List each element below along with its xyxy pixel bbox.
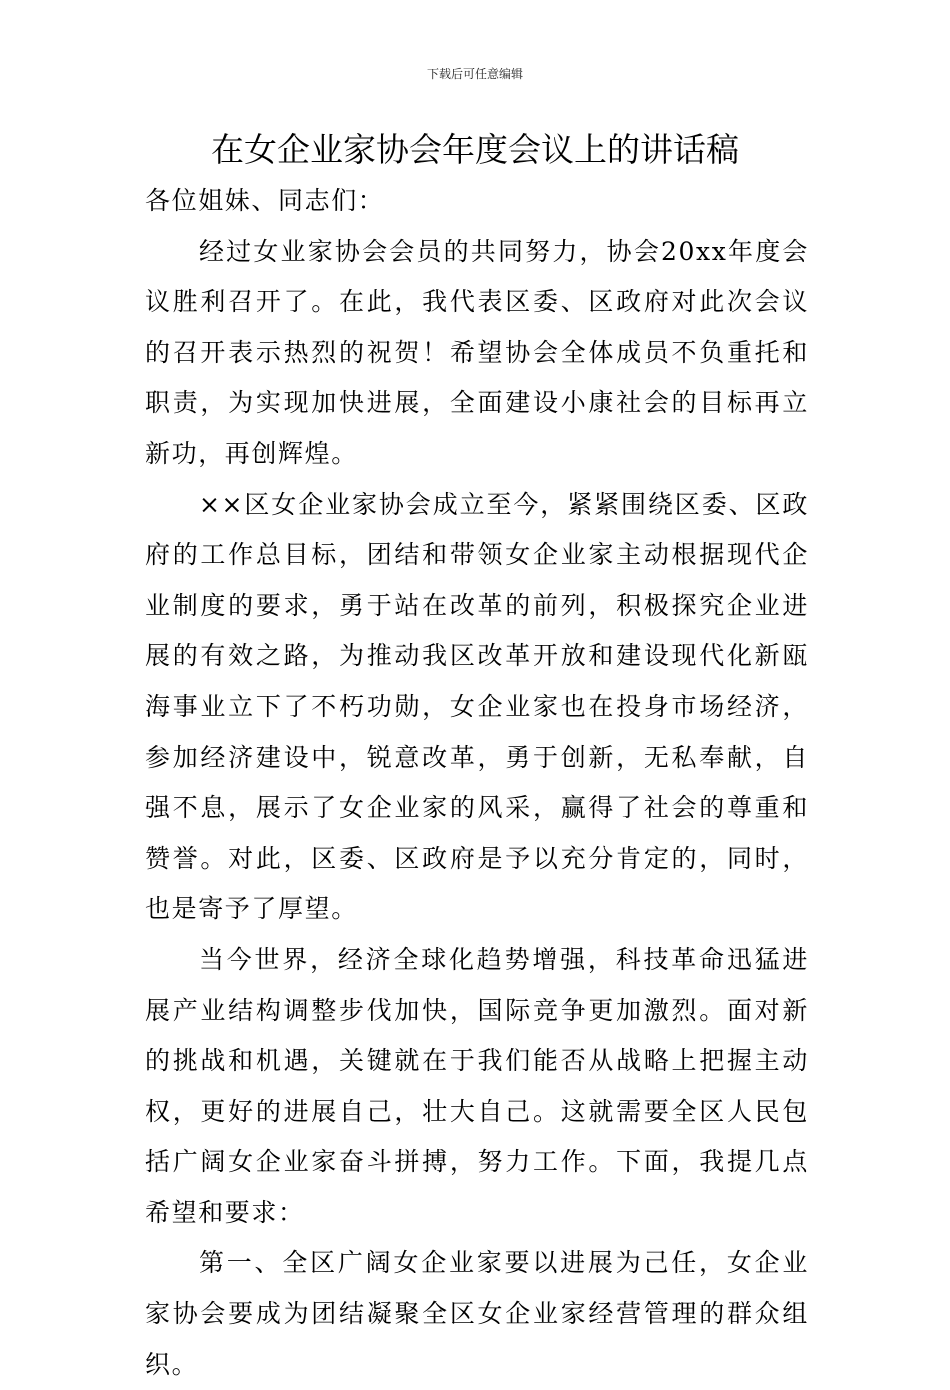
paragraph-1: 经过女业家协会会员的共同努力，协会20xx年度会议胜利召开了。在此，我代表区委、区政府对此次会议的召开表示热烈的祝贺！希望协会全体成员不负重托和职责，为实现加快进展，全面建设小康社会的目标再立新功，再创辉煌。 [145,236,809,468]
header-note: 下载后可任意编辑 [426,67,523,81]
salutation: 各位姐妹、同志们： [145,186,385,215]
paragraph-2: ××区女企业家协会成立至今，紧紧围绕区委、区政府的工作总目标，团结和带领女企业家主动根据现代企业制度的要求，勇于站在改革的前列，积极探究企业进展的有效之路，为推动我区改革开放和建设现代化新瓯海事业立下了不朽功勋，女企业家也在投身市场经济，参加经济建设中，锐意改革，勇于创新，无私奉献，自强不息，展示了女企业家的风采，赢得了社会的尊重和赞誉。对此，区委、区政府是予以充分肯定的，同时，也是寄予了厚望。 [145,489,809,924]
document-title: 在女企业家协会年度会议上的讲话稿 [211,130,739,169]
paragraph-3: 当今世界，经济全球化趋势增强，科技革命迅猛进展产业结构调整步伐加快，国际竞争更加激烈。面对新的挑战和机遇，关键就在于我们能否从战略上把握主动权，更好的进展自己，壮大自己。这就需要全区人民包括广阔女企业家奋斗拼搏，努力工作。下面，我提几点希望和要求： [145,944,809,1227]
document-body [145,176,809,1390]
paragraph-4: 第一、全区广阔女企业家要以进展为己任，女企业家协会要成为团结凝聚全区女企业家经营管理的群众组织。 [145,1248,809,1379]
